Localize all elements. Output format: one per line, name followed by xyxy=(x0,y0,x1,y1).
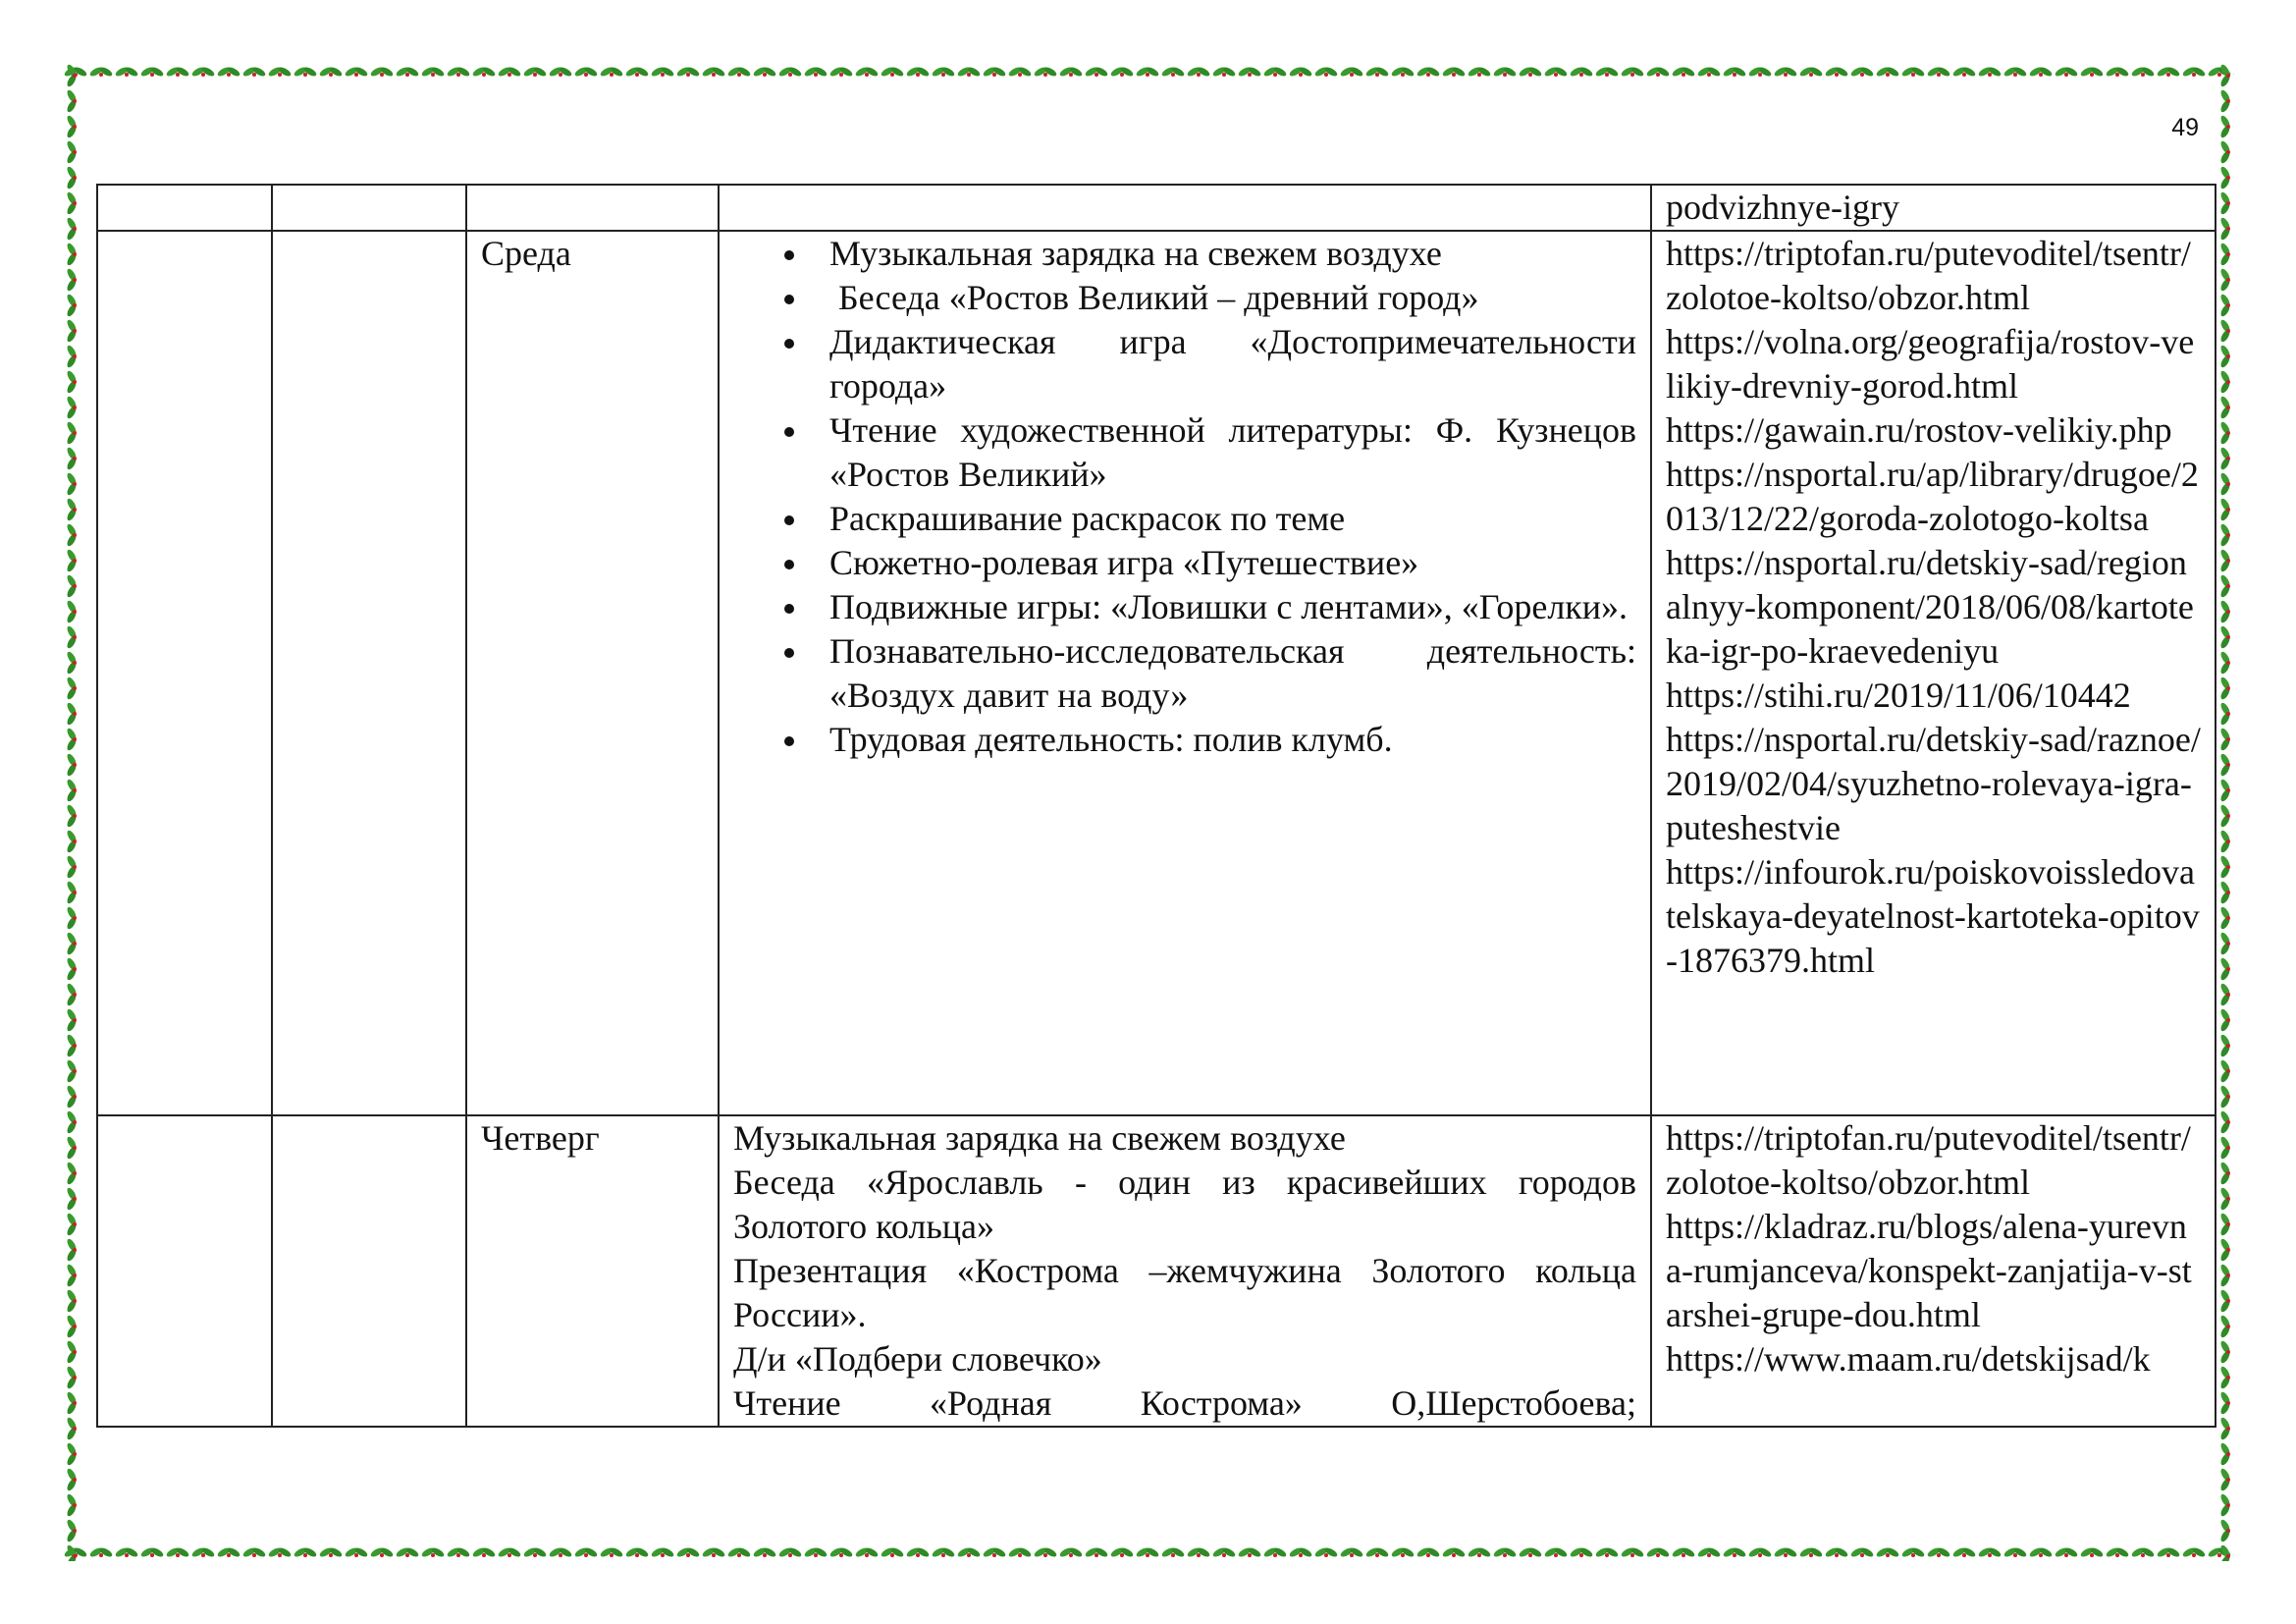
activity-item: Сюжетно-ролевая игра «Путешествие» xyxy=(733,541,1636,585)
activity-item: Дидактическая игра «Достопримечательности города» xyxy=(733,320,1636,408)
holly-border-right xyxy=(2216,63,2234,1561)
empty-cell xyxy=(97,231,272,1115)
holly-border-left xyxy=(63,63,80,1561)
empty-cell xyxy=(272,231,466,1115)
empty-cell xyxy=(272,185,466,231)
activity-line: Музыкальная зарядка на свежем воздухе xyxy=(733,1118,1346,1158)
empty-cell xyxy=(97,1115,272,1427)
activity-item: Чтение художественной литературы: Ф. Кузнецов «Ростов Великий» xyxy=(733,408,1636,497)
activities-cell xyxy=(719,231,1651,1115)
resource-cell xyxy=(1651,1115,2216,1427)
resource-link: https://nsportal.ru/detskiy-sad/regionalnyy-komponent/2018/06/08/kartoteka-igr-po-kraevedeniyu xyxy=(1666,543,2194,671)
day-cell: Среда xyxy=(466,231,719,1115)
resource-link: https://triptofan.ru/putevoditel/tsentr/zolotoe-koltso/obzor.html xyxy=(1666,1118,2191,1202)
page-number: 49 xyxy=(2171,114,2199,141)
activity-line: Д/и «Подбери словечко» xyxy=(733,1339,1102,1379)
resource-link: podvizhnye-igry xyxy=(1666,188,1899,227)
empty-cell xyxy=(466,185,719,231)
activity-item: Беседа «Ростов Великий – древний город» xyxy=(733,276,1636,320)
table-row-wednesday xyxy=(97,231,2216,1115)
resource-link: https://volna.org/geografija/rostov-velikiy-drevniy-gorod.html xyxy=(1666,322,2195,406)
empty-cell xyxy=(719,185,1651,231)
resource-link: https://infourok.ru/poiskovoissledovatelskaya-deyatelnost-kartoteka-opitov-1876379.html xyxy=(1666,852,2200,980)
activity-line: Беседа «Ярославль - один из красивейших городов Золотого кольца» xyxy=(733,1163,1636,1246)
activity-line: Чтение «Родная Кострома» О,Шерстобоева; xyxy=(733,1383,1636,1423)
resource-link: https://nsportal.ru/ap/library/drugoe/2013/12/22/goroda-zolotogo-koltsa xyxy=(1666,455,2199,538)
activity-item: Трудовая деятельность: полив клумб. xyxy=(733,718,1636,762)
resource-link: https://nsportal.ru/detskiy-sad/raznoe/2019/02/04/syuzhetno-rolevaya-igra-puteshestvie xyxy=(1666,720,2201,847)
resource-link: https://www.maam.ru/detskijsad/k xyxy=(1666,1339,2151,1379)
activity-line: Презентация «Кострома –жемчужина Золотого кольца России». xyxy=(733,1251,1636,1334)
activity-item: Подвижные игры: «Ловишки с лентами», «Горелки». xyxy=(733,585,1636,629)
empty-cell xyxy=(97,185,272,231)
resource-link: https://stihi.ru/2019/11/06/10442 xyxy=(1666,676,2131,715)
activities-cell xyxy=(719,1115,1651,1427)
day-cell: Четверг xyxy=(466,1115,719,1427)
activity-item: Раскрашивание раскрасок по теме xyxy=(733,497,1636,541)
holly-border-top xyxy=(63,63,2234,81)
activity-item: Познавательно-исследовательская деятельность: «Воздух давит на воду» xyxy=(733,629,1636,718)
activity-list xyxy=(733,232,1636,762)
holly-border-bottom xyxy=(63,1543,2234,1561)
empty-cell xyxy=(272,1115,466,1427)
resource-cell xyxy=(1651,231,2216,1115)
table-row-continued xyxy=(97,185,2216,231)
resource-link: https://triptofan.ru/putevoditel/tsentr/zolotoe-koltso/obzor.html xyxy=(1666,234,2191,317)
resource-cell xyxy=(1651,185,2216,231)
weekly-plan-table xyxy=(96,184,2216,1428)
resource-link: https://gawain.ru/rostov-velikiy.php xyxy=(1666,410,2172,450)
resource-link: https://kladraz.ru/blogs/alena-yurevna-rumjanceva/konspekt-zanjatija-v-starshei-grupe-dou.html xyxy=(1666,1207,2192,1334)
table-row-thursday xyxy=(97,1115,2216,1427)
activity-item: Музыкальная зарядка на свежем воздухе xyxy=(733,232,1636,276)
